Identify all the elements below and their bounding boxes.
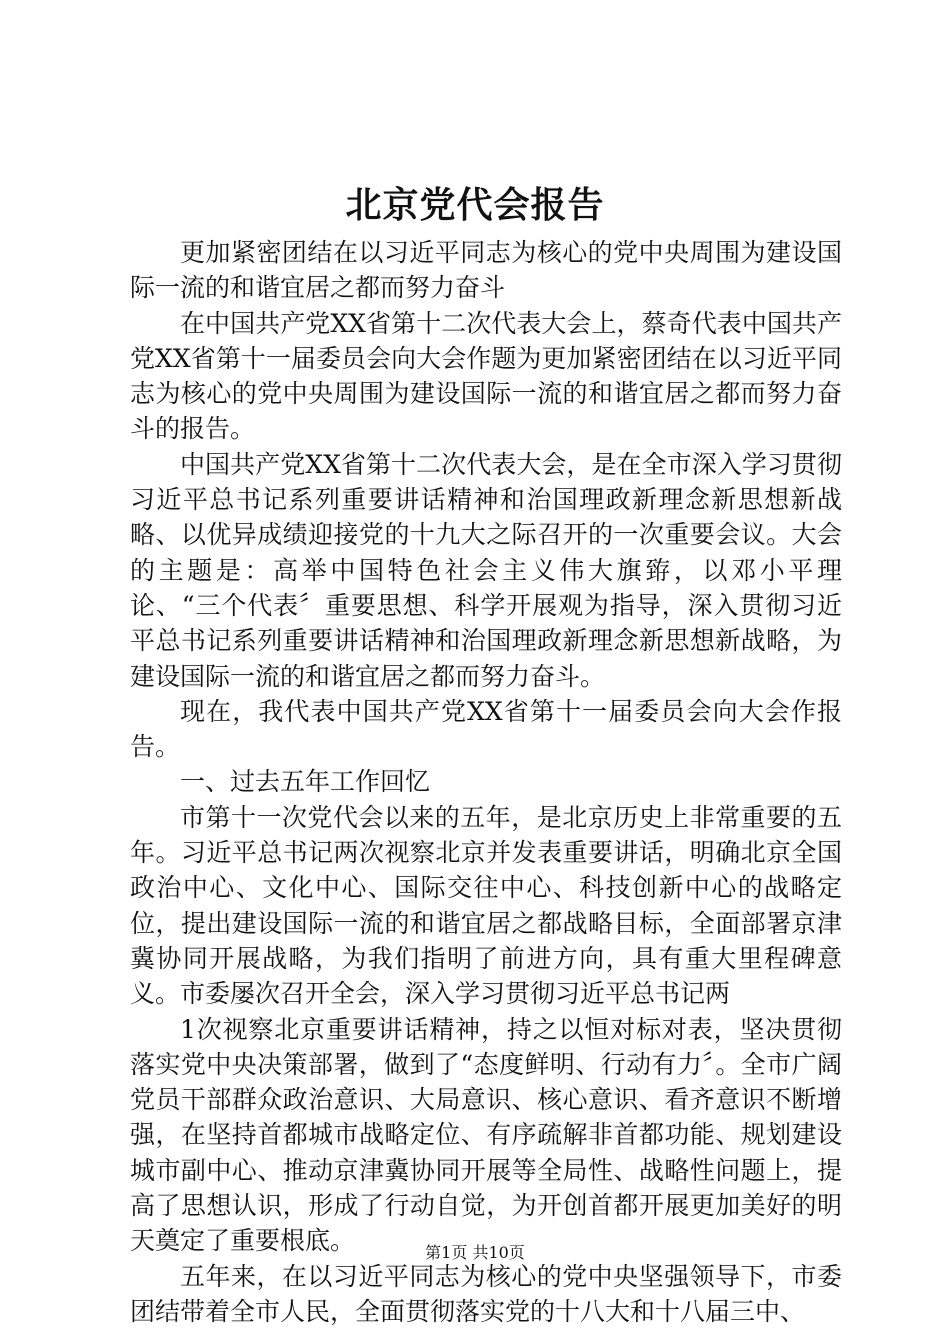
paragraph: 中国共产党XX省第十二次代表大会，是在全市深入学习贯彻习近平总书记系列重要讲话精神和治国理政新理念新思想新战略、以优异成绩迎接党的十九大之际召开的一次重要会议。大会的主题是：高举中国特色社会主义伟大旗臶，以邓小平理论、“三个代表〞重要思想、科学开展观为指导，深入贯彻习近平总书记系列重要讲话精神和治国理政新理念新思想新战略，为建设国际一流的和谐宜居之都而努力奋斗。 bbox=[130, 449, 842, 691]
paragraph: 现在，我代表中国共产党XX省第十一届委员会向大会作报告。 bbox=[130, 696, 842, 762]
page-footer: 第1页 共10页 bbox=[425, 1243, 525, 1262]
section-heading: 一、过去五年工作回忆 bbox=[180, 767, 431, 797]
document-title: 北京党代会报告 bbox=[345, 184, 605, 226]
document-body bbox=[130, 235, 842, 1329]
paragraph: 更加紧密团结在以习近平同志为核心的党中央周围为建设国际一流的和谐宜居之都而努力奋斗 bbox=[130, 238, 842, 303]
paragraph: 在中国共产党XX省第十二次代表大会上，蔡奇代表中国共产党XX省第十一届委员会向大会作题为更加紧密团结在以习近平同志为核心的党中央周围为建设国际一流的和谐宜居之都而努力奋斗的报告。 bbox=[130, 308, 842, 444]
paragraph: 市第十一次党代会以来的五年，是北京历史上非常重要的五年。习近平总书记两次视察北京并发表重要讲话，明确北京全国政治中心、文化中心、国际交往中心、科技创新中心的战略定位，提出建设国际一流的和谐宜居之都战略目标，全面部署京津冀协同开展战略，为我们指明了前进方向，具有重大里程碑意义。市委屡次召开全会，深入学习贯彻习近平总书记两 bbox=[130, 802, 842, 1009]
paragraph: 五年来，在以习近平同志为核心的党中央坚强领导下，市委团结带着全市人民，全面贯彻落实党的十八大和十八届三中、 bbox=[130, 1261, 842, 1326]
paragraph: 1次视察北京重要讲话精神，持之以恒对标对表，坚决贯彻落实党中央决策部署，做到了“态度鲜明、行动有力〞。全市广阔党员干部群众政治意识、大局意识、核心意识、看齐意识不断增强，在坚持首都城市战略定位、有序疏解非首都功能、规划建设城市副中心、推动京津冀协同开展等全局性、战略性问题上，提高了思想认识，形成了行动自觉，为开创首都开展更加美好的明天奠定了重要根底。 bbox=[130, 1014, 842, 1256]
